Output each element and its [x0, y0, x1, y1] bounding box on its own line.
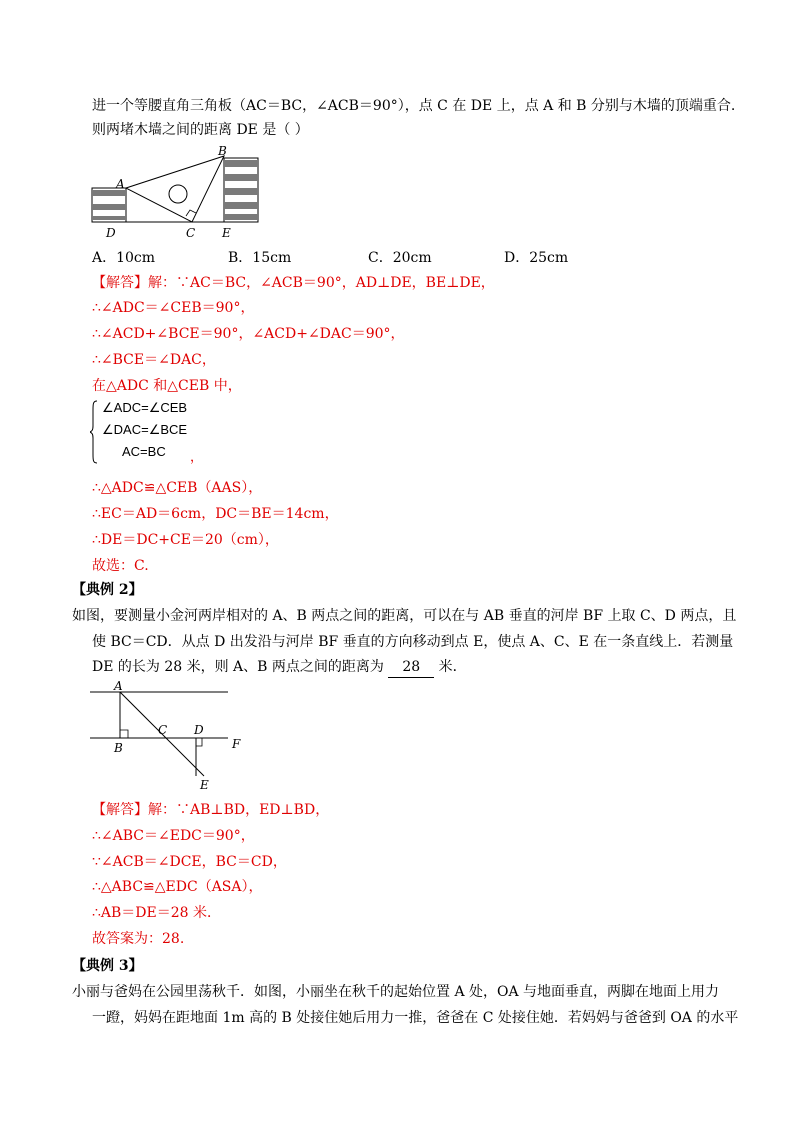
river-label-a: A — [114, 679, 123, 693]
river-label-f: F — [232, 737, 241, 751]
wall-triangle-diagram — [88, 142, 278, 242]
q1-solution-line-3: ∴∠ACD+∠BCE＝90°，∠ACD+∠DAC＝90°， — [92, 326, 405, 342]
q1-solution2-line-4: 故选：C. — [92, 558, 149, 574]
label-a: A — [116, 177, 125, 191]
river-label-d: D — [194, 723, 204, 737]
example-3-heading: 【典例 3】 — [72, 958, 143, 974]
ex2-solution-line-5: ∴AB＝DE＝28 米． — [92, 905, 222, 921]
ex3-stem-line-1: 小丽与爸妈在公园里荡秋千．如图，小丽坐在秋千的起始位置 A 处，OA 与地面垂直，两脚在地面上用力 — [72, 984, 720, 1000]
right-wall — [224, 158, 258, 222]
river-label-c: C — [158, 723, 168, 737]
system-eq-2: ∠DAC=∠BCE — [102, 422, 188, 437]
ex2-solution-line-4: ∴△ABC≌△EDC（ASA）， — [92, 879, 263, 895]
label-e: E — [222, 226, 231, 240]
q1-solution2-line-2: ∴EC＝AD＝6cm，DC＝BE＝14cm， — [92, 506, 339, 522]
ex2-solution-line-2: ∴∠ABC＝∠EDC＝90°， — [92, 828, 255, 844]
ex2-stem-line-3 — [92, 657, 467, 678]
ex2-solution-line-6: 故答案为：28. — [92, 931, 185, 947]
river-diagram — [88, 678, 258, 798]
q1-solution-line-4: ∴∠BCE＝∠DAC， — [92, 352, 216, 368]
ex2-solution-line-1: 【解答】解：∵AB⊥BD，ED⊥BD， — [92, 802, 330, 818]
label-c: C — [186, 226, 196, 240]
q1-solution-line-2: ∴∠ADC＝∠CEB＝90°， — [92, 300, 255, 316]
q1-solution2-line-3: ∴DE＝DC+CE＝20（cm）， — [92, 532, 279, 548]
q1-stem-line-2: 则两堵木墙之间的距离 DE 是（ ） — [92, 122, 309, 138]
q1-stem-line-1: 进一个等腰直角三角板（AC＝BC，∠ACB＝90°），点 C 在 DE 上，点 A 和 B 分别与木墙的顶端重合. — [92, 98, 736, 114]
ex2-solution-line-3: ∵∠ACB＝∠DCE，BC＝CD， — [92, 854, 287, 870]
left-brace — [90, 400, 98, 464]
ex2-stem-line-2: 使 BC＝CD．从点 D 出发沿与河岸 BF 垂直的方向移动到点 E，使点 A、C、E 在一条直线上．若测量 — [92, 634, 734, 650]
ex2-answer-blank: 28 — [388, 657, 434, 678]
option-c: C．20cm — [368, 250, 432, 266]
q1-solution-line-1: 【解答】解：∵AC＝BC，∠ACB＝90°，AD⊥DE，BE⊥DE， — [92, 275, 495, 291]
river-label-b: B — [114, 741, 123, 755]
option-b: B．15cm — [228, 250, 292, 266]
example-2-heading: 【典例 2】 — [72, 582, 143, 598]
system-eq-1: ∠ADC=∠CEB — [102, 400, 188, 415]
option-d: D．25cm — [504, 250, 569, 266]
ex2-stem-line-3-post: 米． — [438, 659, 467, 675]
ex3-stem-line-2: 一蹬，妈妈在距地面 1m 高的 B 处接住她后用力一推，爸爸在 C 处接住她．若妈妈与爸爸到 OA 的水平 — [92, 1010, 739, 1026]
option-a: A．10cm — [92, 250, 156, 266]
left-wall — [92, 188, 126, 222]
system-comma: ， — [190, 449, 204, 464]
label-d: D — [106, 226, 116, 240]
system-eq-3: AC=BC — [122, 444, 166, 459]
q1-solution2-line-1: ∴△ADC≌△CEB（AAS）， — [92, 480, 263, 496]
label-b: B — [218, 144, 227, 158]
equation-system — [90, 400, 230, 466]
q1-solution-line-5: 在△ADC 和△CEB 中， — [92, 378, 242, 394]
ex2-stem-line-1: 如图，要测量小金河两岸相对的 A、B 两点之间的距离，可以在与 AB 垂直的河岸 BF 上取 C、D 两点，且 — [72, 608, 737, 624]
ex2-stem-line-3-pre: DE 的长为 28 米，则 A、B 两点之间的距离为 — [92, 659, 384, 675]
river-label-e: E — [200, 778, 209, 792]
